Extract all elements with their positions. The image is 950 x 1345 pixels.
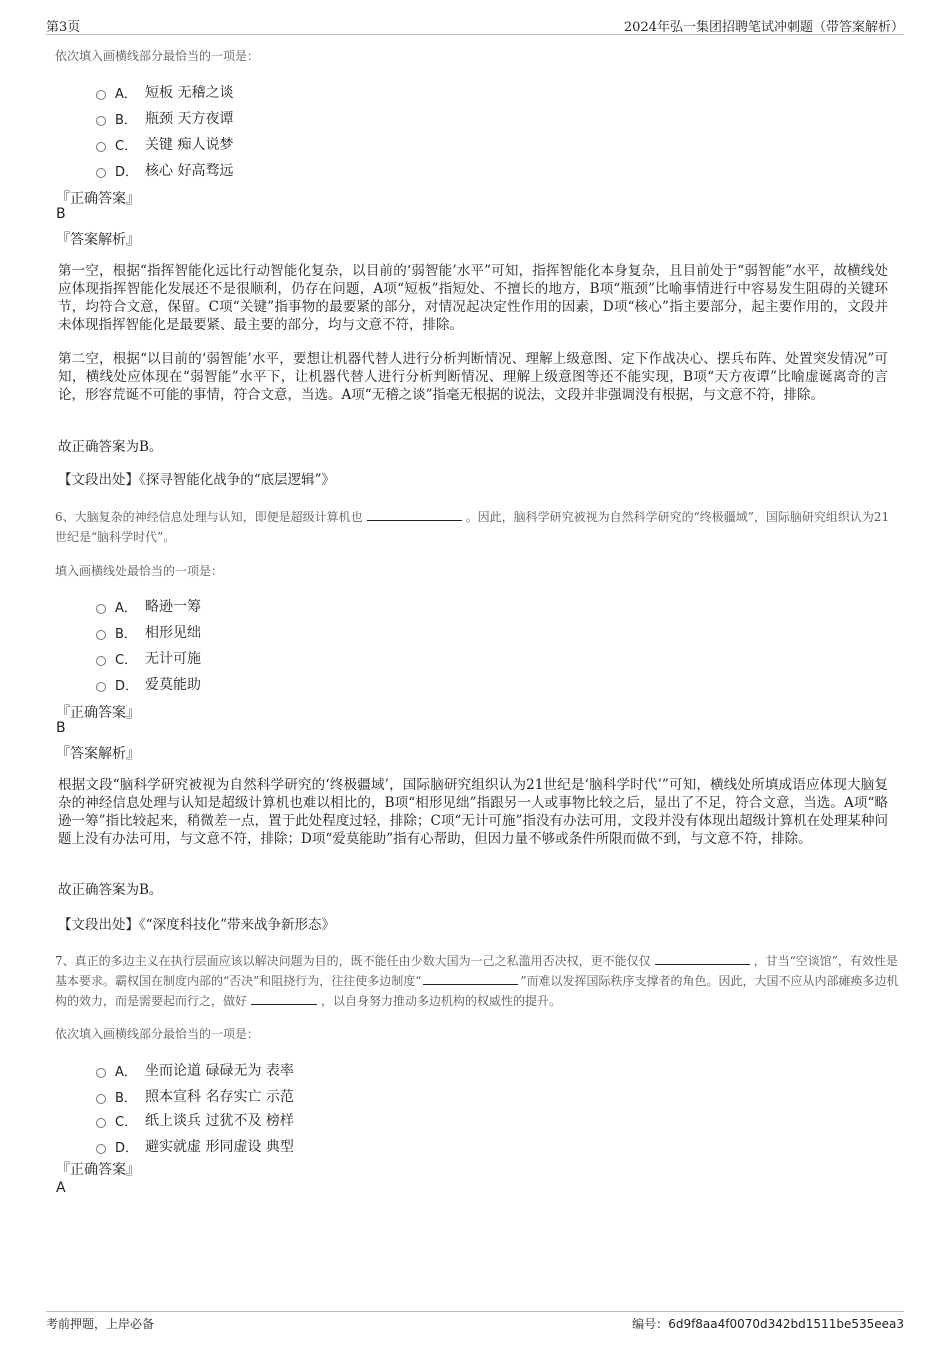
q7-prompt: 依次填入画横线部分最恰当的一项是： [55,1027,260,1041]
document-title: 2024年弘一集团招聘笔试冲刺题（带答案解析） [623,20,904,35]
q5-option-d[interactable]: D． 核心 好高骛远 [96,161,233,179]
radio-icon[interactable] [96,656,106,666]
radio-icon[interactable] [96,1118,106,1128]
q7-blank-1 [655,952,750,965]
q7-options [96,1061,294,1155]
q6-blank [367,508,462,521]
q5-source: 【文段出处】《探寻智能化战争的“底层逻辑”》 [58,472,336,488]
header-divider [46,34,904,35]
radio-icon[interactable] [96,630,106,640]
q5-option-a[interactable]: A． 短板 无稽之谈 [96,83,233,101]
q5-prompt: 依次填入画横线部分最恰当的一项是： [55,49,260,63]
q6-answer-label: 『正确答案』 [56,705,140,721]
radio-icon[interactable] [96,168,106,178]
page-header [0,0,950,40]
radio-icon[interactable] [96,604,106,614]
q6-option-c[interactable]: C． 无计可施 [96,649,201,667]
q5-answer-label: 『正确答案』 [56,191,140,207]
q7-answer-label: 『正确答案』 [56,1162,140,1178]
q7-blank-2 [423,972,518,985]
q7-option-b[interactable]: B． 照本宣科 名存实亡 示范 [96,1087,294,1105]
q5-options [96,83,233,179]
q6-answer: B [56,720,66,736]
q6-source: 【文段出处】《“深度科技化”带来战争新形态》 [58,917,336,933]
document-code: 编号：6d9f8aa4f0070d342bd1511be535eea3 [632,1317,904,1331]
radio-icon[interactable] [96,1144,106,1154]
q6-stem: 6、大脑复杂的神经信息处理与认知，即便是超级计算机也 。因此，脑科学研究被视为自然科学研究的“终极疆域”，国际脑研究组织认为21世纪是“脑科学时代”。 [55,510,890,544]
q6-options [96,597,201,693]
q5-conclusion: 故正确答案为B。 [58,439,163,455]
radio-icon[interactable] [96,682,106,692]
radio-icon[interactable] [96,142,106,152]
radio-icon[interactable] [96,1068,106,1078]
q6-analysis-p1: 根据文段“脑科学研究被视为自然科学研究的‘终极疆域’，国际脑研究组织认为21世纪是‘脑科学时代’”可知，横线处所填成语应体现大脑复杂的神经信息处理与认知是超级计算机也难以相比的，B项“相形见绌”指跟另一人或事物比较之后，显出了不足，符合文意，当选。A项“略逊一筹”指比较起来，稍微差一点，置于此处程度过轻，排除；C项“无计可施”指没有办法可用，文段并没有体现出超级计算机在处理某种问题上没有办法可用，与文意不符，排除；D项“爱莫能助”指有心帮助，但因力量不够或条件所限而做不到，与文意不符，排除。 [58,777,888,847]
q5-analysis-p1: 第一空，根据“指挥智能化远比行动智能化复杂，以目前的‘弱智能’水平”可知，指挥智能化本身复杂，且目前处于“弱智能”水平，故横线处应体现指挥智能化发展还不是很顺利，仍存在问题，A项“短板”指短处、不擅长的地方，B项“瓶颈”比喻事情进行中容易发生阻碍的关键环节，均符合文意，保留。C项“关键”指事物的最要紧的部分，对情况起决定性作用的因素，D项“核心”指主要部分，起主要作用的，文段并未体现指挥智能化是最要紧、最主要的部分，均与文意不符，排除。 [58,263,888,333]
q6-analysis-label: 『答案解析』 [56,746,140,762]
radio-icon[interactable] [96,116,106,126]
q6-option-d[interactable]: D． 爱莫能助 [96,675,201,693]
q5-answer: B [56,206,66,222]
footer-divider [46,1311,904,1312]
radio-icon[interactable] [96,1094,106,1104]
q5-analysis-label: 『答案解析』 [56,232,140,248]
q6-prompt: 填入画横线处最恰当的一项是： [55,564,224,578]
q5-option-b[interactable]: B． 瓶颈 天方夜谭 [96,109,233,127]
q7-option-d[interactable]: D． 避实就虚 形同虚设 典型 [96,1137,294,1155]
q7-option-c[interactable]: C． 纸上谈兵 过犹不及 榜样 [96,1111,294,1129]
page-number: 第3页 [46,20,81,35]
q7-option-a[interactable]: A． 坐而论道 碌碌无为 表率 [96,1061,294,1079]
q5-analysis-p2: 第二空，根据“以目前的‘弱智能’水平，要想让机器代替人进行分析判断情况、理解上级意图、定下作战决心、摆兵布阵、处置突发情况”可知，横线处应体现在“弱智能”水平下，让机器代替人进行分析判断情况、理解上级意图等还不能实现，B项“天方夜谭”比喻虚诞离奇的言论，形容荒诞不可能的事情，符合文意，当选。A项“无稽之谈”指毫无根据的说法，文段并非强调没有根据，与文意不符，排除。 [58,351,888,403]
footer-slogan: 考前押题，上岸必备 [46,1317,155,1331]
q6-option-a[interactable]: A． 略逊一筹 [96,597,201,615]
q7-answer: A [56,1180,66,1196]
q7-stem: 7、真正的多边主义在执行层面应该以解决问题为目的，既不能任由少数大国为一己之私滥用否决权，更不能仅仅 ，甘当“空谈馆”，有效性是基本要求。霸权国在制度内部的“否决”和阻挠行为，往往使多边制度“ ”而难以发挥国际秩序支撑者的角色。因此，大国不应从内部瘫痪多边机构的效力，而是需要起而行之，做好 ，以自身努力推动多边机构的权威性的提升。 [55,954,899,1008]
q6-conclusion: 故正确答案为B。 [58,882,163,898]
radio-icon[interactable] [96,90,106,100]
q7-blank-3 [251,992,317,1005]
q6-option-b[interactable]: B． 相形见绌 [96,623,201,641]
q5-option-c[interactable]: C． 关键 痴人说梦 [96,135,233,153]
